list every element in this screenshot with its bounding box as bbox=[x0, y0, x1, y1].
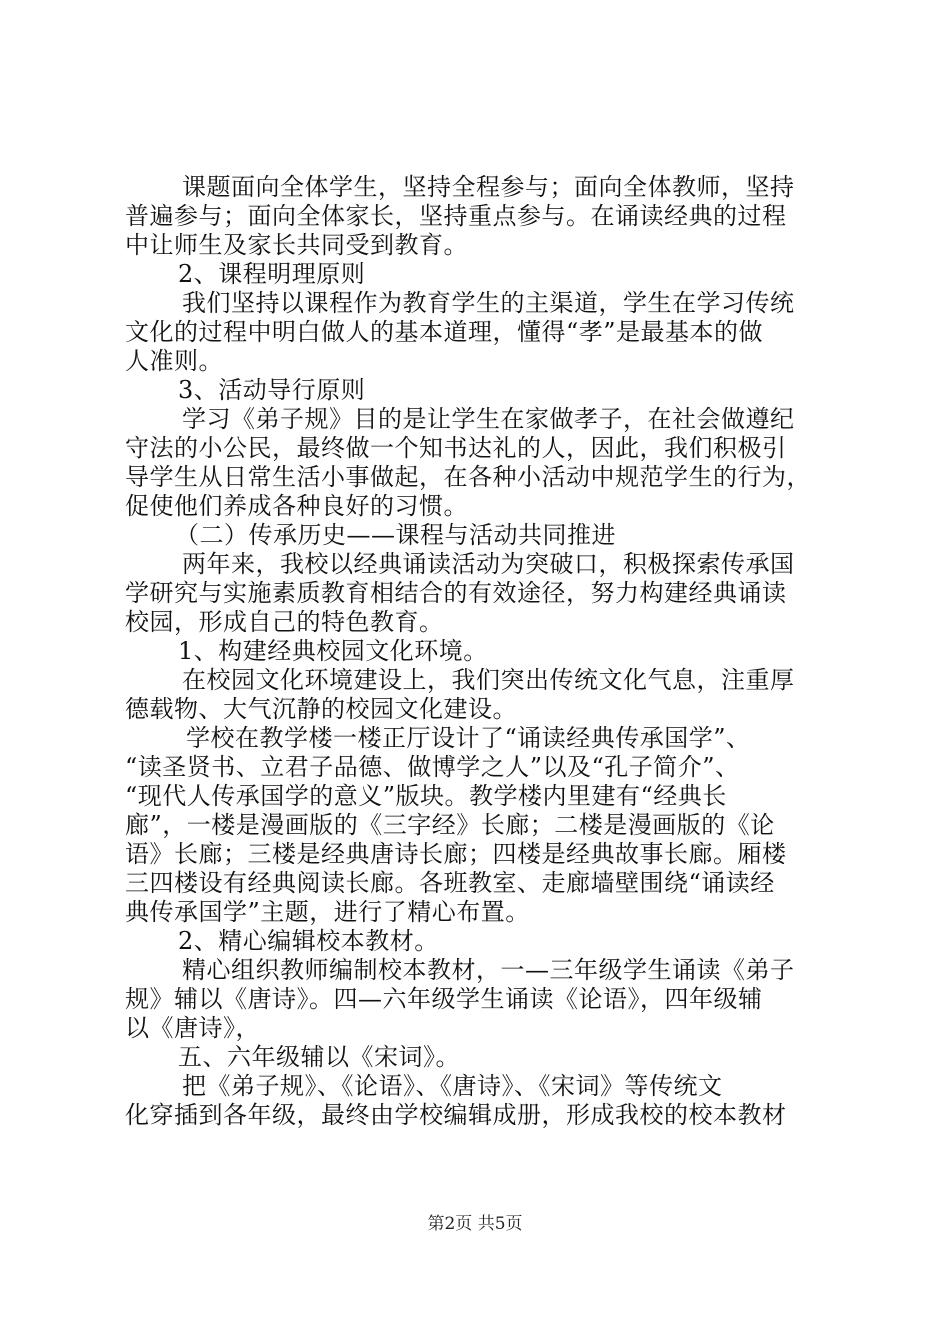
text-line: 学校在教学楼一楼正厅设计了“诵读经典传承国学”、 bbox=[186, 724, 751, 752]
text-line: 两年来，我校以经典诵读活动为突破口，积极探索传承国 bbox=[182, 550, 795, 578]
text-line: 在校园文化环境建设上，我们突出传统文化气息，注重厚 bbox=[182, 666, 795, 694]
text-line: 学研究与实施素质教育相结合的有效途径，努力构建经典诵读 bbox=[125, 579, 787, 607]
text-line: 校园，形成自己的特色教育。 bbox=[125, 608, 444, 636]
text-line: 课题面向全体学生，坚持全程参与；面向全体教师，坚持 bbox=[182, 173, 795, 201]
text-line: 把《弟子规》、《论语》、《唐诗》、《宋词》等传统文 bbox=[182, 1072, 723, 1100]
text-line: 学习《弟子规》目的是让学生在家做孝子，在社会做遵纪 bbox=[182, 405, 795, 433]
text-line: 五、六年级辅以《宋词》。 bbox=[178, 1043, 460, 1071]
section-heading: 1、构建经典校园文化环境。 bbox=[178, 637, 488, 665]
section-heading: 2、精心编辑校本教材。 bbox=[178, 927, 439, 955]
text-line: 文化的过程中明白做人的基本道理，懂得“孝”是最基本的做 bbox=[125, 318, 764, 346]
text-line: 普遍参与；面向全体家长，坚持重点参与。在诵读经典的过程 bbox=[125, 202, 787, 230]
text-line: 德载物、大气沉静的校园文化建设。 bbox=[125, 695, 517, 723]
text-line: 廊”，一楼是漫画版的《三字经》长廊；二楼是漫画版的《论 bbox=[125, 811, 775, 839]
text-line: 语》长廊；三楼是经典唐诗长廊；四楼是经典故事长廊。厢楼 bbox=[125, 840, 787, 868]
text-line: 以《唐诗》， bbox=[125, 1014, 260, 1042]
text-line: 守法的小公民，最终做一个知书达礼的人，因此，我们积极引 bbox=[125, 434, 787, 462]
section-heading: 2、课程明理原则 bbox=[178, 260, 366, 288]
section-heading: （二）传承历史——课程与活动共同推进 bbox=[175, 521, 616, 549]
text-line: “读圣贤书、立君子品德、做博学之人”以及“孔子简介”、 bbox=[125, 753, 740, 781]
text-line: 精心组织教师编制校本教材，一—三年级学生诵读《弟子 bbox=[182, 956, 795, 984]
text-line: 人准则。 bbox=[125, 347, 223, 375]
text-line: 典传承国学”主题，进行了精心布置。 bbox=[125, 898, 530, 926]
text-line: 导学生从日常生活小事做起，在各种小活动中规范学生的行为， bbox=[125, 463, 811, 491]
text-line: 化穿插到各年级，最终由学校编辑成册，形成我校的校本教材 bbox=[125, 1101, 787, 1129]
text-line: 规》辅以《唐诗》。四—六年级学生诵读《论语》，四年级辅 bbox=[125, 985, 763, 1013]
text-line: 促使他们养成各种良好的习惯。 bbox=[125, 492, 468, 520]
text-line: 我们坚持以课程作为教育学生的主渠道，学生在学习传统 bbox=[182, 289, 795, 317]
page-number: 第2页 共5页 bbox=[427, 1214, 523, 1234]
section-heading: 3、活动导行原则 bbox=[178, 376, 366, 404]
text-line: 三四楼设有经典阅读长廊。各班教室、走廊墙壁围绕“诵读经 bbox=[125, 869, 775, 897]
text-line: 中让师生及家长共同受到教育。 bbox=[125, 231, 468, 259]
text-line: “现代人传承国学的意义”版块。教学楼内里建有“经典长 bbox=[125, 782, 727, 810]
